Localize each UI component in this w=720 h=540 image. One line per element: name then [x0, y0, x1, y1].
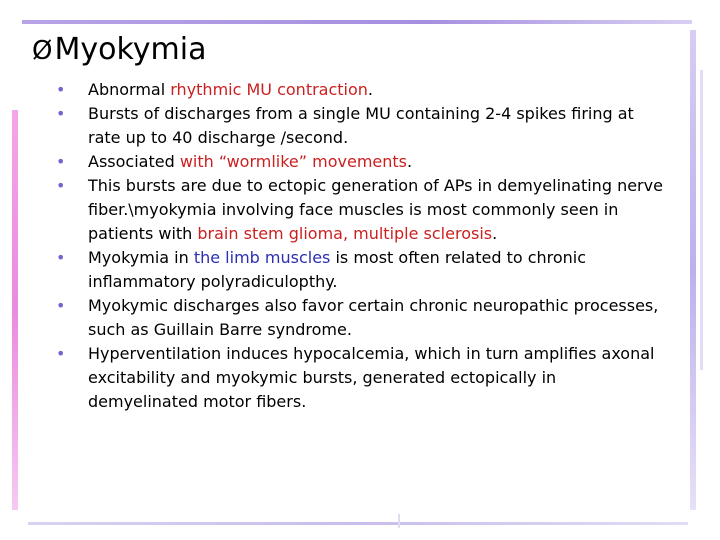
frame-bottom-bar: [28, 522, 688, 525]
frame-right-thin-bar: [700, 70, 703, 370]
bullet-icon: •: [56, 104, 66, 123]
emphasis-text: with “wormlike” movements: [179, 152, 407, 171]
bullet-item: • Myokymia in the limb muscles is most often related to chronic inflammatory polyradiculopthy.: [56, 248, 587, 291]
bullet-list: [56, 78, 668, 414]
bullet-item: • This bursts are due to ectopic generation of APs in demyelinating nerve fiber.\myokymia involving face muscles is most commonly seen in patients with brain stem glioma, multiple sclerosis.: [56, 176, 663, 243]
frame-right-bar: [690, 30, 696, 510]
slide-title: [32, 30, 206, 71]
emphasis-text: the limb muscles: [193, 248, 331, 267]
bullet-icon: •: [56, 296, 66, 315]
frame-top-bar: [22, 20, 692, 24]
bullet-item: • Associated with “wormlike” movements.: [56, 150, 668, 174]
bullet-icon: •: [56, 344, 66, 363]
emphasis-text: rhythmic MU contraction: [170, 80, 368, 99]
bullet-item: • Myokymic discharges also favor certain chronic neuropathic processes, such as Guillain Barre syndrome.: [56, 296, 659, 339]
slide-title-text: Myokymia: [54, 32, 207, 67]
bullet-item: • Abnormal rhythmic MU contraction.: [56, 78, 668, 102]
bullet-icon: •: [56, 152, 66, 171]
frame-bottom-tick: [398, 514, 400, 528]
emphasis-text: brain stem glioma, multiple sclerosis: [197, 224, 493, 243]
bullet-icon: •: [56, 80, 66, 99]
frame-left-bar: [12, 110, 18, 510]
bullet-item: • Bursts of discharges from a single MU containing 2-4 spikes firing at rate up to 40 discharge /second.: [56, 104, 634, 147]
title-arrow-icon: Ø: [32, 36, 53, 66]
bullet-icon: •: [56, 176, 66, 195]
bullet-icon: •: [56, 248, 66, 267]
bullet-item: • Hyperventilation induces hypocalcemia, which in turn amplifies axonal excitability and myokymic bursts, generated ectopically in demyelinated motor fibers.: [56, 344, 655, 411]
